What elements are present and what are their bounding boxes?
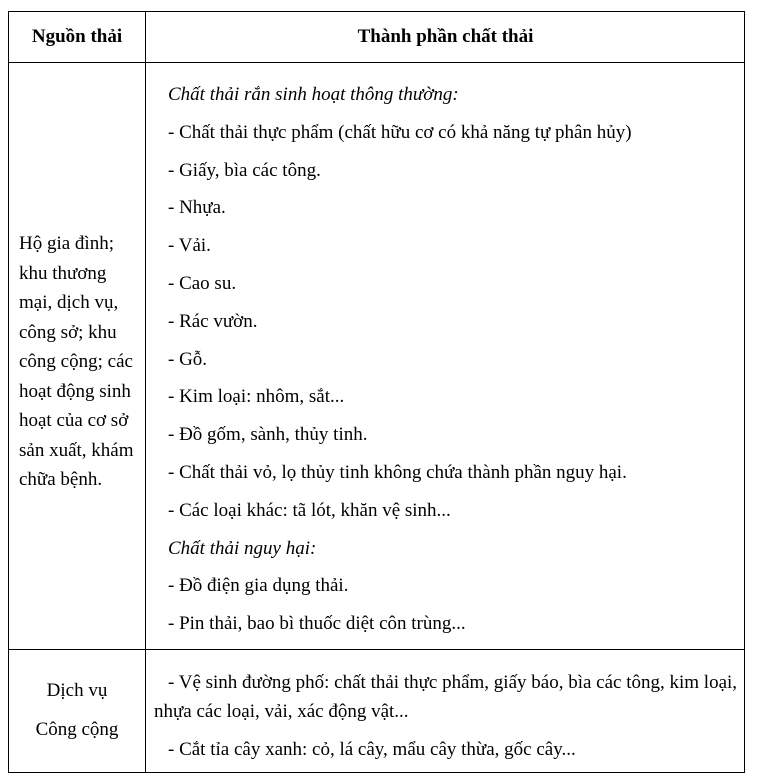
row1-composition	[168, 80, 743, 647]
list-item: - Cao su.	[168, 272, 237, 294]
waste-table	[8, 11, 745, 773]
list-item: - Nhựa.	[168, 197, 226, 219]
list-item: - Đồ gốm, sành, thủy tinh.	[168, 424, 368, 446]
list-item: - Kim loại: nhôm, sắt...	[168, 386, 345, 408]
category-heading-hazardous-waste: Chất thải nguy hại:	[168, 537, 317, 559]
list-item: - Vải.	[168, 235, 211, 257]
row-divider	[9, 649, 744, 650]
header-divider	[9, 62, 744, 63]
header-source: Nguồn thải	[31, 26, 123, 47]
row2-source-line2: Công cộng	[35, 719, 119, 740]
row2-composition	[154, 668, 745, 764]
row2-source-line1: Dịch vụ	[46, 680, 108, 701]
list-item: - Đồ điện gia dụng thải.	[168, 575, 349, 597]
street-cleaning-item: - Vệ sinh đường phố: chất thải thực phẩm, giấy báo, bìa các tông, kim loại, nhựa các loại, vải, xác động vật...	[154, 672, 738, 722]
list-item: - Chất thải thực phẩm (chất hữu cơ có khả năng tự phân hủy)	[168, 121, 632, 143]
header-composition: Thành phần chất thải	[357, 26, 534, 47]
list-item: - Giấy, bìa các tông.	[168, 159, 321, 181]
tree-trimming-item: - Cắt tỉa cây xanh: cỏ, lá cây, mẩu cây thừa, gốc cây...	[168, 739, 576, 760]
column-divider	[145, 12, 146, 772]
list-item: - Gỗ.	[168, 348, 208, 370]
list-item: - Rác vườn.	[168, 310, 258, 332]
category-heading-solid-waste: Chất thải rắn sinh hoạt thông thường:	[168, 84, 459, 105]
row1-source: Hộ gia đình; khu thương mại, dịch vụ, công sở; khu công cộng; các hoạt động sinh hoạt của cơ sở sản xuất, khám chữa bệnh.	[19, 233, 134, 490]
list-item: - Các loại khác: tã lót, khăn vệ sinh...	[168, 499, 451, 521]
list-item: - Chất thải vỏ, lọ thủy tinh không chứa thành phần nguy hại.	[168, 461, 627, 483]
row2-source	[9, 671, 145, 749]
list-item: - Pin thải, bao bì thuốc diệt côn trùng...	[168, 613, 466, 635]
